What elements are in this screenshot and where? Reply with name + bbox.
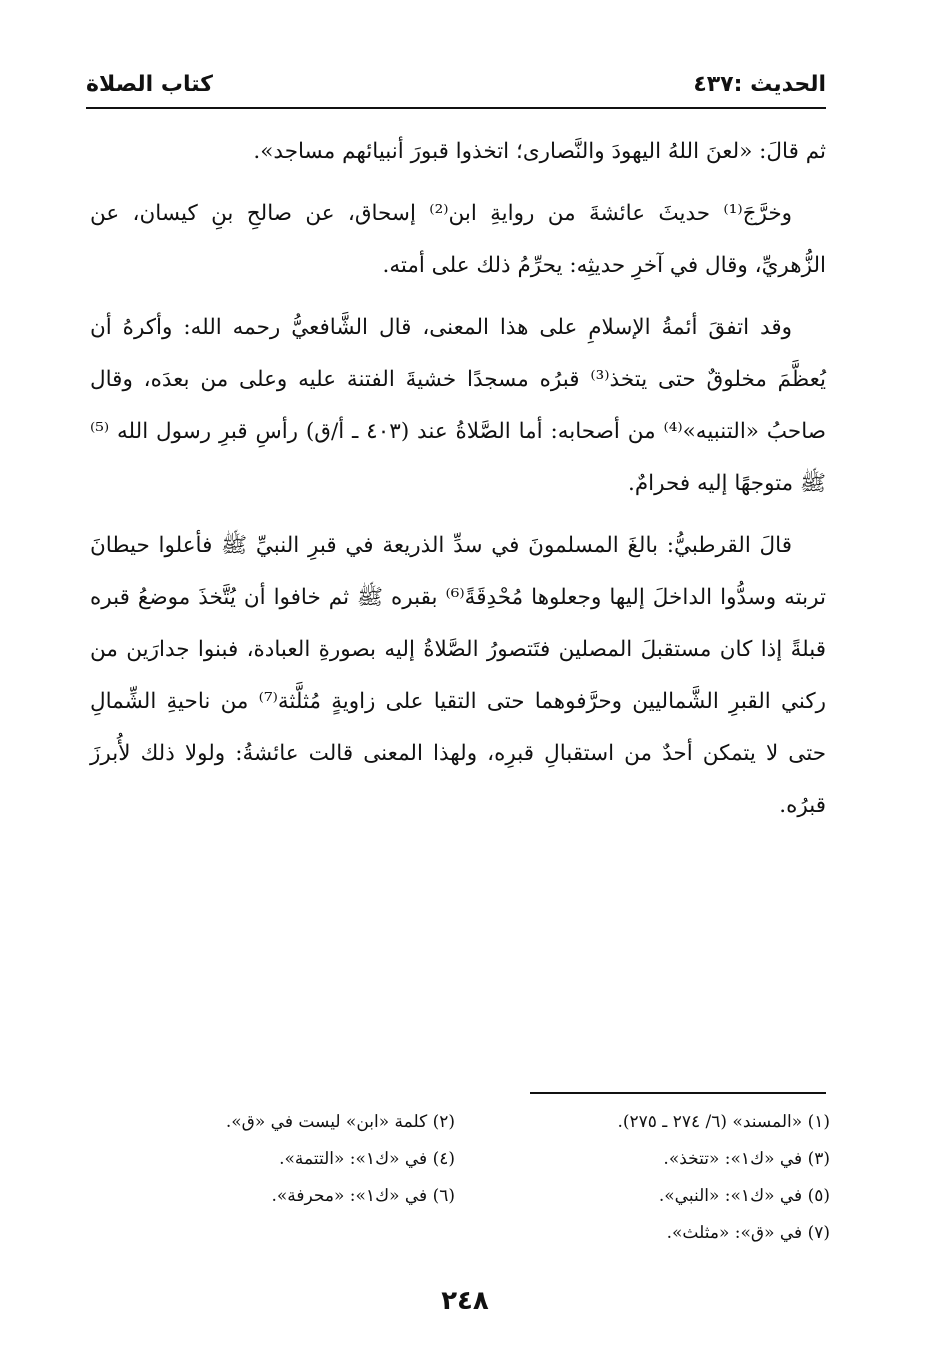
running-header: [86, 66, 826, 106]
footnote-1: (١) «المسند» (٦/ ٢٧٤ ـ ٢٧٥).: [617, 1112, 830, 1132]
footnote-4: (٤) في «ك١»: «التتمة».: [279, 1149, 455, 1169]
footnote-divider: [530, 1092, 826, 1094]
footnotes: [120, 1104, 830, 1252]
hadith-number-label: الحديث :٤٣٧: [693, 72, 826, 97]
footnote-3: (٣) في «ك١»: «تتخذ».: [663, 1149, 830, 1169]
footnote-5: (٥) في «ك١»: «النبي».: [658, 1186, 830, 1206]
footnote-7: (٧) في «ق»: «مثلث».: [666, 1223, 830, 1243]
page-number: ٢٤٨: [441, 1286, 489, 1316]
footnote-2: (٢) كلمة «ابن» ليست في «ق».: [225, 1112, 455, 1132]
main-text: [90, 126, 826, 842]
paragraph-2: وخرَّجَ⁽¹⁾ حديثَ عائشةَ من روايةِ ابن⁽²⁾ إسحاق، عن صالحِ بنِ كيسان، عن الزُّهريِّ، وقال في آخرِ حديثِه: يحرِّمُ ذلك على أمته.: [90, 201, 826, 278]
paragraph-1: ثم قالَ: «لعنَ اللهُ اليهودَ والنَّصارى؛ اتخذوا قبورَ أنبيائهم مساجد».: [253, 139, 826, 164]
paragraph-4: قالَ القرطبيُّ: بالغَ المسلمونَ في سدِّ الذريعة في قبرِ النبيِّ ﷺ فأعلوا حيطانَ تربته وسدُّوا الداخلَ إليها وجعلوها مُحْدِقَةً⁽⁶⁾ بقبره ﷺ ثم خافوا أن يُتَّخذَ موضعُ قبره قبلةً إذا كان مستقبلَ المصلين فتَتصورُ الصَّلاةُ إليه بصورةِ العبادة، فبنوا جدارَين من ركني القبرِ الشَّماليين وحرَّفوهما حتى التقيا على زاويةٍ مُثلَّثة⁽⁷⁾ من ناحيةِ الشِّمالِ حتى لا يتمكن أحدٌ من استقبالِ قبرِه، ولهذا المعنى قالت عائشةُ: ولولا ذلك لأُبرزَ قبرُه.: [90, 533, 827, 818]
footnote-6: (٦) في «ك١»: «محرفة».: [271, 1186, 455, 1206]
book-title: كتاب الصلاة: [86, 72, 213, 97]
header-divider: [86, 107, 826, 109]
paragraph-3: وقد اتفقَ أئمةُ الإسلامِ على هذا المعنى، قال الشَّافعيُّ رحمه الله: وأكرهُ أن يُعظَّمَ مخلوقٌ حتى يتخذ⁽³⁾ قبرُه مسجدًا خشيةَ الفتنة عليه وعلى من بعدَه، وقال صاحبُ «التنبيه»⁽⁴⁾ من أصحابه: أما الصَّلاةُ عند (٤٠٣ ـ أ/ق) رأسِ قبرِ رسول الله ⁽⁵⁾ ﷺ متوجهًا إليه فحرامٌ.: [90, 315, 826, 496]
